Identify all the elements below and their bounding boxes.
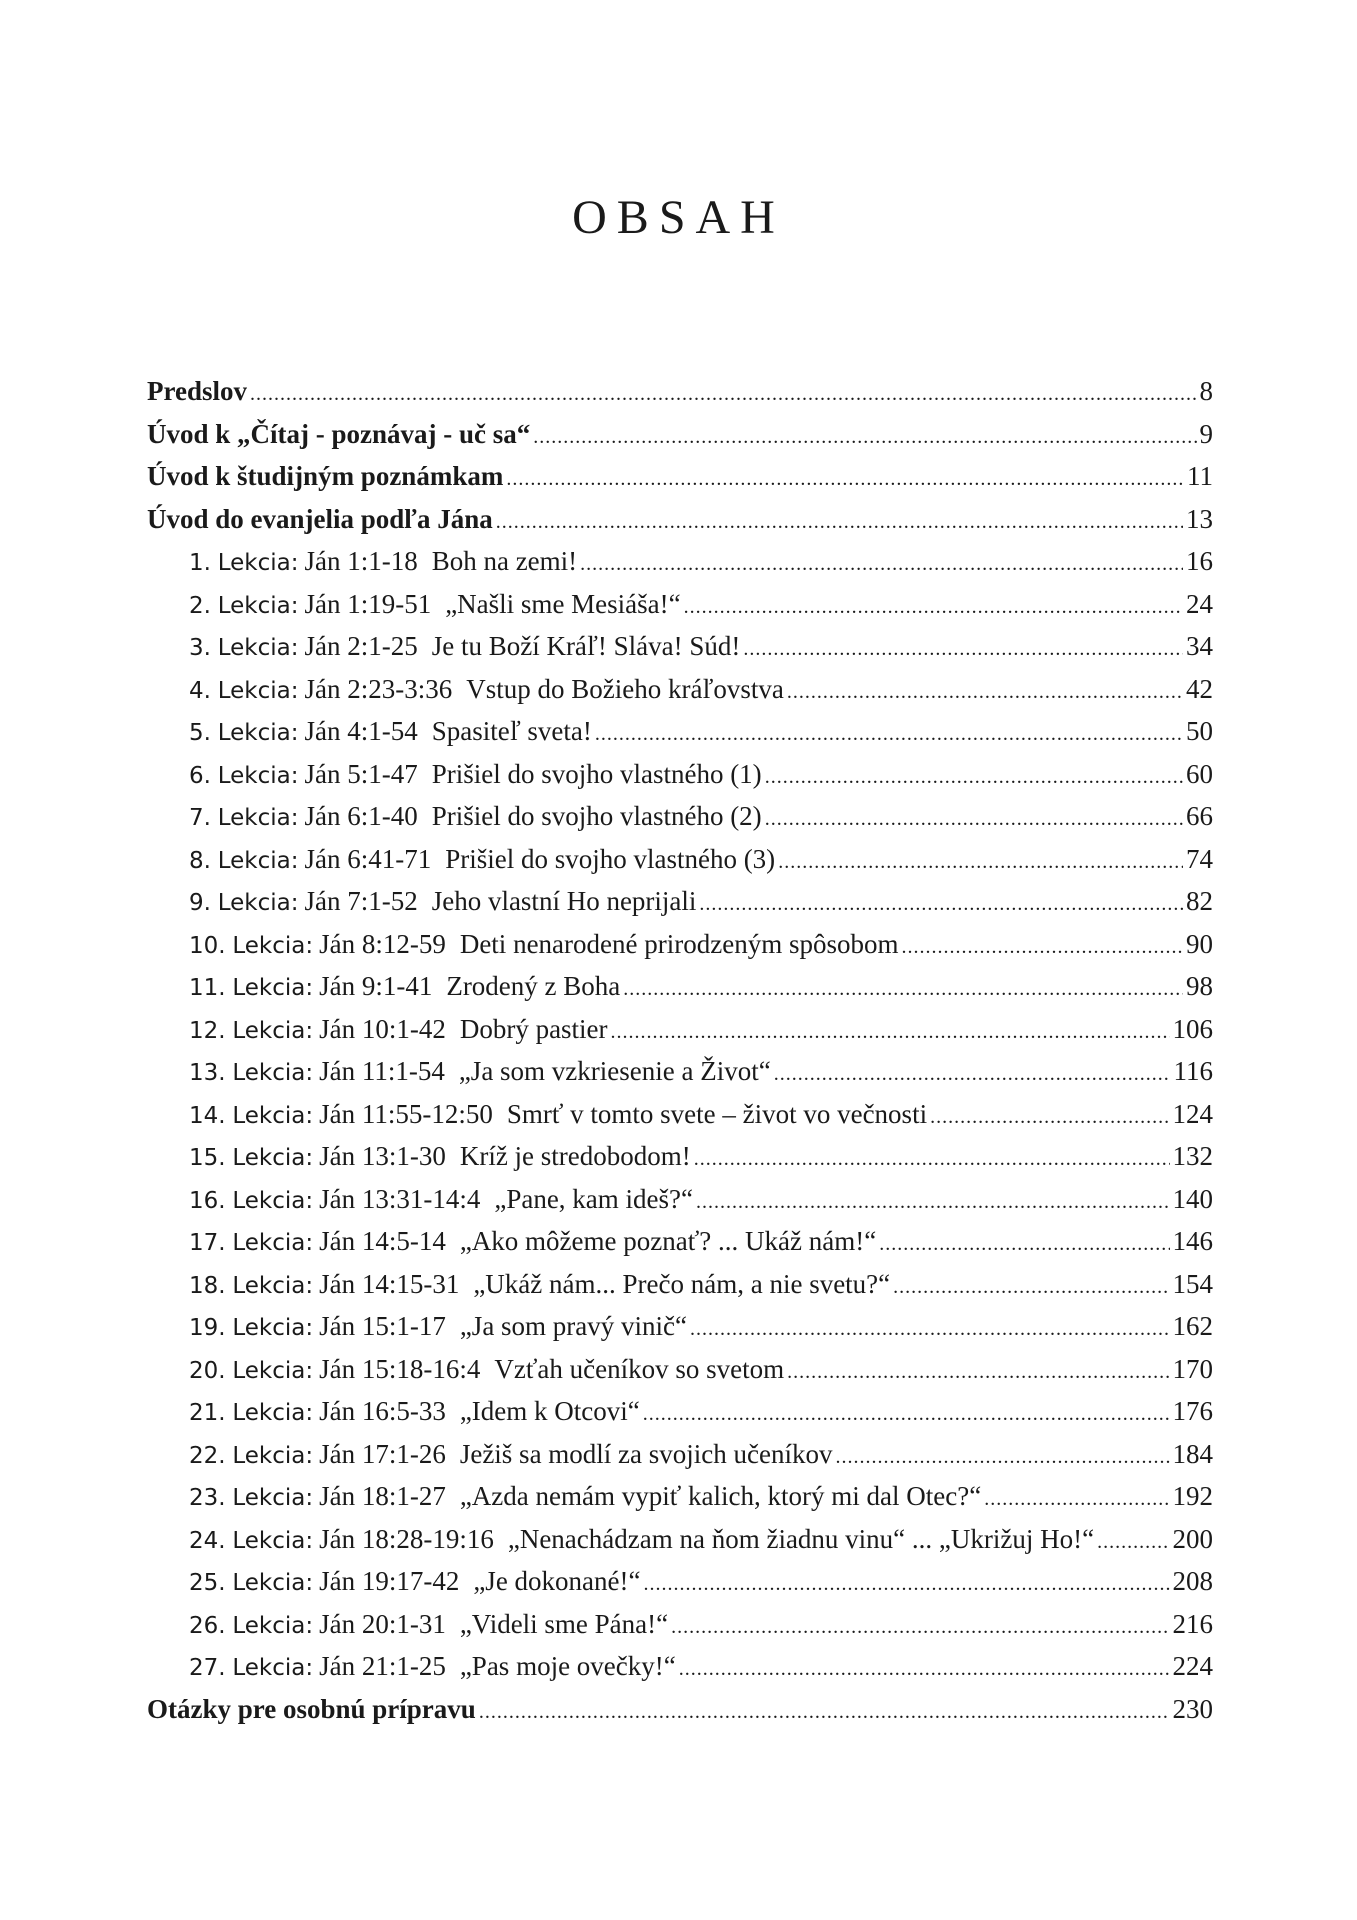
lesson-title: Ježiš sa modlí za svojich učeníkov [459,1438,833,1469]
leader-dots [643,1403,1170,1426]
lesson-title: Prišiel do svojho vlastného (1) [431,758,762,789]
lesson-word: Lekcia: [232,1400,314,1426]
lesson-page: 176 [1172,1396,1213,1426]
lesson-page: 116 [1173,1056,1213,1086]
leader-dots [533,426,1196,449]
lesson-reference: Ján 16:5-33 [319,1396,446,1426]
lesson-label [189,1566,641,1597]
lesson-number: 9. [189,890,211,916]
leader-dots [879,1233,1169,1256]
toc-entry-otazky [147,1694,1213,1737]
lesson-word: Lekcia: [217,847,299,874]
lesson-reference: Ján 18:28-19:16 [319,1523,494,1554]
lesson-label [189,929,898,960]
lesson-reference: Ján 10:1-42 [319,1013,446,1044]
lesson-label [189,1184,693,1215]
lesson-number: 12. [189,1017,226,1044]
toc-lesson-entry [147,886,1213,929]
toc-entry-page: 8 [1199,376,1213,406]
lesson-number: 1. [189,550,211,576]
toc-lesson-entry [147,674,1213,717]
lesson-word: Lekcia: [232,1485,314,1511]
toc-lesson-entry [147,1354,1213,1397]
toc-lesson-entry [147,929,1213,972]
toc-lesson-entry [147,1651,1213,1694]
leader-dots [694,1148,1170,1171]
leader-dots [671,1616,1169,1639]
lesson-label [189,1226,876,1257]
lesson-word: Lekcia: [232,1145,314,1171]
lesson-word: Lekcia: [217,720,299,746]
lesson-number: 16. [189,1187,226,1214]
leader-dots [930,1106,1169,1129]
lesson-page: 66 [1186,801,1213,831]
leader-dots [774,1063,1171,1086]
lesson-page: 208 [1172,1566,1213,1596]
lesson-reference: Ján 14:15-31 [319,1268,460,1299]
lesson-reference: Ján 6:1-40 [304,801,418,831]
lesson-title: Deti nenarodené prirodzeným spôsobom [459,928,899,959]
lesson-title: „Idem k Otcovi“ [459,1396,640,1426]
lesson-word: Lekcia: [232,1527,314,1554]
lesson-reference: Ján 17:1-26 [319,1438,446,1469]
leader-dots [644,1573,1170,1596]
toc-lesson-entry [147,1269,1213,1312]
lesson-title: Vstup do Božieho kráľovstva [466,673,784,704]
lesson-page: 60 [1186,758,1213,789]
lesson-page: 132 [1172,1141,1213,1171]
lesson-label [189,886,696,917]
lesson-label [189,1651,676,1682]
leader-dots [496,511,1183,534]
toc-entry-page: 13 [1186,503,1213,534]
toc-lesson-entry [147,1014,1213,1057]
lesson-title: Spasiteľ sveta! [431,716,592,746]
leader-dots [778,851,1183,874]
lesson-number: 20. [189,1357,226,1384]
toc-lesson-entry [147,1609,1213,1652]
lesson-number: 15. [189,1145,226,1171]
toc-lesson-entry [147,1396,1213,1439]
leader-dots [595,723,1183,746]
lesson-reference: Ján 1:19-51 [304,588,432,619]
lesson-reference: Ján 14:5-14 [319,1226,446,1256]
toc-lesson-entry [147,801,1213,844]
lesson-label [189,1481,981,1512]
toc-lesson-entry [147,844,1213,887]
lesson-label [189,1439,833,1470]
lesson-page: 216 [1172,1608,1213,1639]
lesson-reference: Ján 11:1-54 [319,1056,445,1086]
leader-dots [250,383,1197,406]
lesson-label [189,971,620,1002]
lesson-page: 106 [1172,1013,1213,1044]
lesson-label [189,759,762,790]
lesson-page: 98 [1186,971,1213,1001]
leader-dots [506,468,1184,491]
lesson-label [189,1524,1094,1555]
lesson-title: Prišiel do svojho vlastného (3) [445,843,776,874]
lesson-page: 16 [1186,546,1213,576]
toc-lesson-entry [147,1566,1213,1609]
lesson-page: 170 [1172,1353,1213,1384]
toc-lesson-entry [147,716,1213,759]
lesson-reference: Ján 20:1-31 [319,1608,446,1639]
lesson-number: 6. [189,762,211,789]
toc-entry-page: 11 [1187,461,1213,491]
lesson-title: „Pas moje ovečky!“ [459,1651,676,1681]
lesson-page: 74 [1186,843,1213,874]
lesson-page: 162 [1172,1311,1213,1341]
toc-lesson-entry [147,1524,1213,1567]
lesson-number: 5. [189,720,211,746]
lesson-word: Lekcia: [232,1315,314,1341]
lesson-title: „Ja som pravý vinič“ [459,1311,688,1341]
lesson-word: Lekcia: [232,1187,314,1214]
toc-entry-label: Predslov [147,376,247,406]
lesson-reference: Ján 2:1-25 [304,631,418,661]
lesson-number: 8. [189,847,211,874]
lesson-reference: Ján 13:31-14:4 [319,1183,481,1214]
leader-dots [611,1021,1170,1044]
leader-dots [623,978,1183,1001]
lesson-word: Lekcia: [232,1442,314,1469]
lesson-number: 2. [189,592,211,619]
toc-entry-label: Úvod do evanjelia podľa Jána [147,503,493,534]
lesson-page: 82 [1186,886,1213,916]
leader-dots [684,596,1183,619]
lesson-title: „Našli sme Mesiáša!“ [445,588,681,619]
leader-dots [580,553,1183,576]
toc-lesson-entry [147,1056,1213,1099]
lesson-title: „Ukáž nám... Prečo nám, a nie svetu?“ [473,1268,891,1299]
table-of-contents [147,376,1213,1736]
lesson-label [189,716,592,747]
lesson-title: Jeho vlastní Ho neprijali [431,886,697,916]
lesson-title: Prišiel do svojho vlastného (2) [431,801,762,831]
lesson-page: 50 [1186,716,1213,746]
lesson-number: 11. [189,975,226,1001]
lesson-word: Lekcia: [232,1017,314,1044]
lesson-label [189,1014,608,1045]
lesson-title: „Ako môžeme poznať? ... Ukáž nám!“ [459,1226,877,1256]
lesson-page: 154 [1172,1268,1213,1299]
lesson-reference: Ján 19:17-42 [319,1566,460,1596]
lesson-number: 7. [189,805,211,831]
lesson-reference: Ján 11:55-12:50 [319,1098,493,1129]
toc-entry-uvod-studijne [147,461,1213,504]
lesson-title: „Videli sme Pána!“ [459,1608,669,1639]
page-title: OBSAH [572,191,785,244]
lesson-word: Lekcia: [232,932,314,959]
lesson-title: Boh na zemi! [431,546,578,576]
toc-lesson-entry [147,589,1213,632]
lesson-word: Lekcia: [232,1570,314,1596]
toc-entry-page: 230 [1172,1693,1213,1724]
lesson-title: Dobrý pastier [459,1013,608,1044]
lesson-page: 192 [1172,1481,1213,1511]
lesson-word: Lekcia: [217,635,299,661]
lesson-number: 4. [189,677,211,704]
leader-dots [690,1318,1169,1341]
lesson-title: Zrodený z Boha [446,971,621,1001]
lesson-label [189,1099,927,1130]
lesson-reference: Ján 13:1-30 [319,1141,446,1171]
lesson-label [189,631,740,662]
toc-lesson-entry [147,1184,1213,1227]
lesson-word: Lekcia: [217,762,299,789]
lesson-word: Lekcia: [217,550,299,576]
lesson-title: Je tu Boží Kráľ! Sláva! Súd! [431,631,741,661]
leader-dots [787,1361,1169,1384]
lesson-title: Kríž je stredobodom! [459,1141,691,1171]
lesson-number: 22. [189,1442,226,1469]
leader-dots [893,1276,1169,1299]
lesson-label [189,1609,668,1640]
toc-entry-label: Úvod k študijným poznámkam [147,461,504,491]
lesson-word: Lekcia: [232,1272,314,1299]
lesson-number: 10. [189,932,226,959]
lesson-title: „Pane, kam ideš?“ [494,1183,694,1214]
lesson-word: Lekcia: [232,1102,314,1129]
leader-dots [1097,1531,1169,1554]
leader-dots [696,1191,1169,1214]
lesson-title: „Je dokonané!“ [473,1566,641,1596]
toc-lesson-entry [147,546,1213,589]
lesson-number: 23. [189,1485,226,1511]
lesson-page: 146 [1172,1226,1213,1256]
lesson-reference: Ján 8:12-59 [319,928,446,959]
lesson-number: 17. [189,1230,226,1256]
lesson-page: 42 [1186,673,1213,704]
lesson-word: Lekcia: [217,677,299,704]
lesson-word: Lekcia: [217,890,299,916]
toc-lesson-entry [147,1099,1213,1142]
lesson-list [147,546,1213,1694]
leader-dots [984,1488,1169,1511]
leader-dots [679,1658,1170,1681]
lesson-page: 24 [1186,588,1213,619]
lesson-word: Lekcia: [232,1655,314,1681]
lesson-reference: Ján 9:1-41 [319,971,433,1001]
lesson-number: 27. [189,1655,226,1681]
lesson-reference: Ján 7:1-52 [304,886,418,916]
toc-lesson-entry [147,1311,1213,1354]
lesson-page: 124 [1172,1098,1213,1129]
leader-dots [743,638,1183,661]
lesson-label [189,1311,687,1342]
lesson-page: 224 [1172,1651,1213,1681]
lesson-label [189,1354,784,1385]
lesson-word: Lekcia: [217,592,299,619]
toc-lesson-entry [147,1141,1213,1184]
lesson-title: Smrť v tomto svete – život vo večnosti [506,1098,928,1129]
toc-entry-uvod-evanjelium [147,504,1213,547]
lesson-title: „Azda nemám vypiť kalich, ktorý mi dal Otec?“ [459,1481,982,1511]
lesson-page: 34 [1186,631,1213,661]
lesson-number: 18. [189,1272,226,1299]
lesson-word: Lekcia: [232,975,314,1001]
lesson-label [189,1396,640,1427]
toc-lesson-entry [147,971,1213,1014]
leader-dots [901,936,1183,959]
leader-dots [765,766,1183,789]
toc-entry-label: Úvod k „Čítaj - poznávaj - uč sa“ [147,418,531,449]
toc-lesson-entry [147,1439,1213,1482]
lesson-reference: Ján 1:1-18 [304,546,418,576]
lesson-reference: Ján 21:1-25 [319,1651,446,1681]
lesson-reference: Ján 18:1-27 [319,1481,446,1511]
lesson-number: 3. [189,635,211,661]
toc-entry-label: Otázky pre osobnú prípravu [147,1693,476,1724]
lesson-word: Lekcia: [217,805,299,831]
lesson-word: Lekcia: [232,1060,314,1086]
leader-dots [765,808,1183,831]
toc-entry-page: 9 [1199,418,1213,449]
lesson-label [189,801,762,832]
lesson-number: 24. [189,1527,226,1554]
lesson-reference: Ján 5:1-47 [304,758,418,789]
lesson-label [189,1141,691,1172]
lesson-reference: Ján 15:18-16:4 [319,1353,481,1384]
toc-lesson-entry [147,1226,1213,1269]
lesson-label [189,1056,771,1087]
lesson-label [189,1269,890,1300]
toc-lesson-entry [147,631,1213,674]
lesson-number: 21. [189,1400,226,1426]
lesson-reference: Ján 6:41-71 [304,843,432,874]
lesson-word: Lekcia: [232,1357,314,1384]
lesson-label [189,674,784,705]
lesson-word: Lekcia: [232,1230,314,1256]
lesson-reference: Ján 15:1-17 [319,1311,446,1341]
lesson-number: 19. [189,1315,226,1341]
toc-lesson-entry [147,759,1213,802]
toc-entry-uvod-citaj [147,419,1213,462]
leader-dots [699,893,1183,916]
leader-dots [836,1446,1170,1469]
lesson-number: 13. [189,1060,226,1086]
lesson-reference: Ján 4:1-54 [304,716,418,746]
lesson-number: 25. [189,1570,226,1596]
lesson-word: Lekcia: [232,1612,314,1639]
lesson-title: „Nenachádzam na ňom žiadnu vinu“ ... „Ukrižuj Ho!“ [507,1523,1095,1554]
lesson-title: „Ja som vzkriesenie a Život“ [458,1056,771,1086]
lesson-number: 14. [189,1102,226,1129]
lesson-page: 90 [1186,928,1213,959]
lesson-number: 26. [189,1612,226,1639]
lesson-page: 140 [1172,1183,1213,1214]
leader-dots [479,1701,1170,1724]
toc-lesson-entry [147,1481,1213,1524]
lesson-label [189,546,577,577]
lesson-title: Vzťah učeníkov so svetom [494,1353,785,1384]
lesson-reference: Ján 2:23-3:36 [304,673,453,704]
lesson-page: 200 [1172,1523,1213,1554]
lesson-label [189,844,775,875]
lesson-label [189,589,681,620]
leader-dots [787,681,1183,704]
lesson-page: 184 [1172,1438,1213,1469]
toc-entry-predslov [147,376,1213,419]
